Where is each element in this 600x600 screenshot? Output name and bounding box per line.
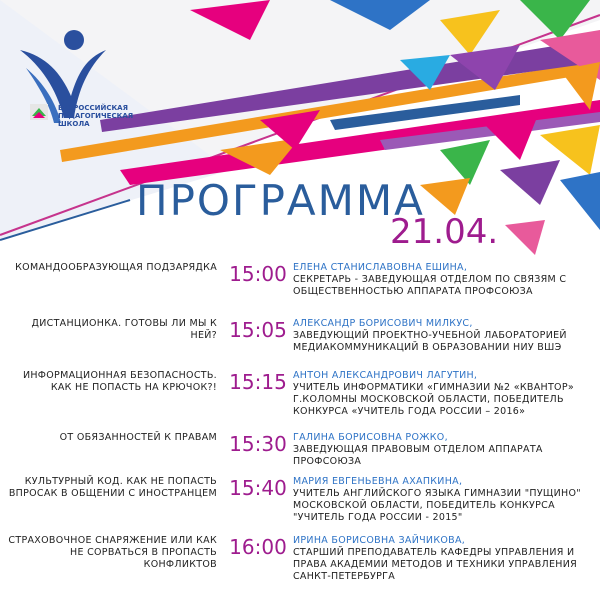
organization-line: ВСЕРОССИЙСКАЯ [58, 104, 128, 112]
session-topic: КОМАНДООБРАЗУЮЩАЯ ПОДЗАРЯДКА [15, 262, 217, 273]
triangle [560, 172, 600, 230]
session-time: 15:15 [229, 370, 287, 394]
session-topic: СТРАХОВОЧНОЕ СНАРЯЖЕНИЕ ИЛИ КАК НЕ СОРВАТЬСЯ В ПРОПАСТЬ КОНФЛИКТОВ [8, 535, 217, 570]
session-time: 15:00 [229, 262, 287, 286]
organization-line: ПЕДАГОГИЧЕСКАЯ [58, 112, 134, 120]
session-topic: ОТ ОБЯЗАННОСТЕЙ К ПРАВАМ [59, 432, 217, 443]
speaker-info [293, 262, 593, 298]
speaker-name: АНТОН АЛЕКСАНДРОВИЧ ЛАГУТИН, [293, 370, 478, 381]
session-topic: КУЛЬТУРНЫЙ КОД. КАК НЕ ПОПАСТЬ ВПРОСАК В ОБЩЕНИИ С ИНОСТРАНЦЕМ [8, 476, 217, 499]
speaker-name: ГАЛИНА БОРИСОВНА РОЖКО, [293, 432, 448, 443]
session-time: 15:05 [229, 318, 287, 342]
speaker-name: ИРИНА БОРИСОВНА ЗАЙЧИКОВА, [293, 535, 466, 546]
session-time: 15:40 [229, 476, 287, 500]
session-topic: ИНФОРМАЦИОННАЯ БЕЗОПАСНОСТЬ. КАК НЕ ПОПАСТЬ НА КРЮЧОК?! [22, 370, 217, 393]
triangle [505, 220, 545, 255]
speaker-name: АЛЕКСАНДР БОРИСОВИЧ МИЛКУС, [293, 318, 473, 329]
speaker-role: СЕКРЕТАРЬ - ЗАВЕДУЮЩАЯ ОТДЕЛОМ ПО СВЯЗЯМ С ОБЩЕСТВЕННОСТЬЮ АППАРАТА ПРОФСОЮЗА [293, 274, 567, 297]
speaker-name: ЕЛЕНА СТАНИСЛАВОВНА ЕШИНА, [293, 262, 468, 273]
speaker-info [293, 370, 593, 418]
session-time: 15:30 [229, 432, 287, 456]
speaker-role: УЧИТЕЛЬ ИНФОРМАТИКИ «ГИМНАЗИИ №2 «КВАНТОР» Г.КОЛОМНЫ МОСКОВСКОЙ ОБЛАСТИ, ПОБЕДИТЕЛЬ КОНКУРСА «УЧИТЕЛЬ ГОДА РОССИИ – 2016» [293, 382, 574, 417]
session-time: 16:00 [229, 535, 287, 559]
speaker-role: ЗАВЕДУЮЩИЙ ПРОЕКТНО-УЧЕБНОЙ ЛАБОРАТОРИЕЙ МЕДИАКОММУНИКАЦИЙ В ОБРАЗОВАНИИ НИУ ВШЭ [293, 330, 567, 353]
speaker-info [293, 432, 593, 468]
speaker-role: УЧИТЕЛЬ АНГЛИЙСКОГО ЯЗЫКА ГИМНАЗИИ "ПУЩИНО" МОСКОВСКОЙ ОБЛАСТИ, ПОБЕДИТЕЛЬ КОНКУРСА "УЧИТЕЛЬ ГОДА РОССИИ - 2015" [293, 488, 581, 523]
organization-name [58, 104, 148, 128]
triangle [500, 160, 560, 205]
session-topic: ДИСТАНЦИОНКА. ГОТОВЫ ЛИ МЫ К НЕЙ? [31, 318, 217, 341]
speaker-role: ЗАВЕДУЮЩАЯ ПРАВОВЫМ ОТДЕЛОМ АППАРАТА ПРОФСОЮЗА [293, 444, 543, 467]
triangle [440, 140, 490, 185]
organization-line: ШКОЛА [58, 120, 90, 128]
speaker-name: МАРИЯ ЕВГЕНЬЕВНА АХАПКИНА, [293, 476, 463, 487]
logo-icon [16, 28, 126, 168]
speaker-info [293, 535, 593, 583]
page-title: ПРОГРАММА [136, 176, 425, 225]
event-date: 21.04. [390, 212, 499, 252]
speaker-info [293, 318, 593, 354]
triangle [420, 178, 470, 215]
speaker-info [293, 476, 593, 524]
speaker-role: СТАРШИЙ ПРЕПОДАВАТЕЛЬ КАФЕДРЫ УПРАВЛЕНИЯ И ПРАВА АКАДЕМИИ МЕТОДОВ И ТЕХНИКИ УПРАВЛЕНИЯ САНКТ-ПЕТЕРБУРГА [293, 547, 578, 582]
